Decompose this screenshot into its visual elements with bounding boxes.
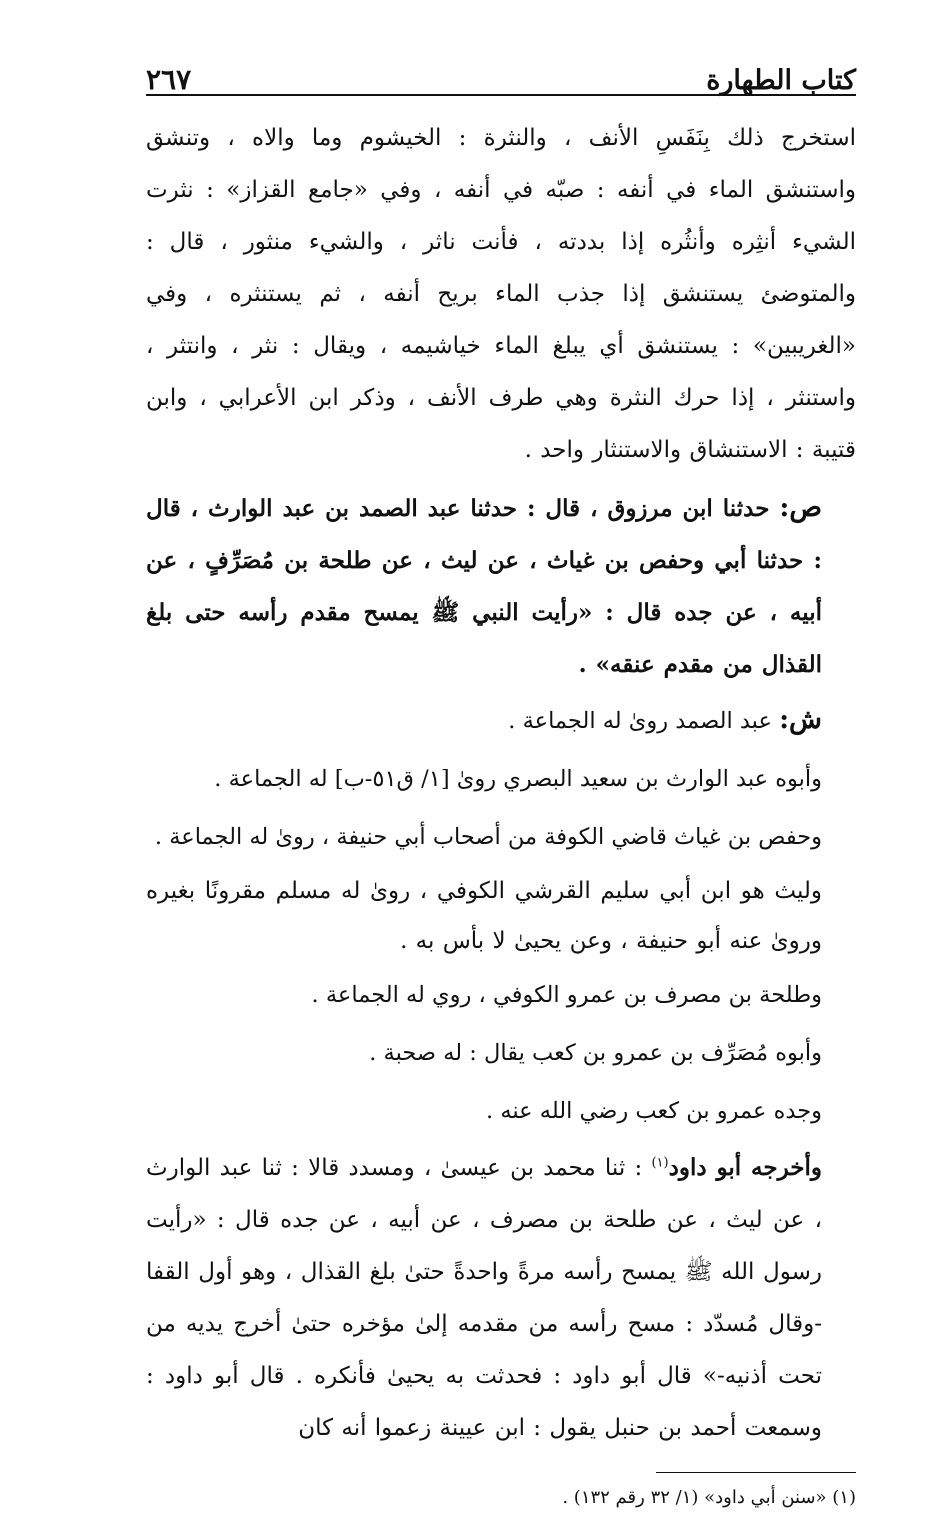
- takhrij-label: وأخرجه أبو داود: [668, 1154, 823, 1181]
- sharh-line: وجده عمرو بن كعب رضي الله عنه .: [486, 1098, 822, 1124]
- sharh-line: وحفص بن غياث قاضي الكوفة من أصحاب أبي حنيفة ، روىٰ له الجماعة .: [154, 824, 822, 850]
- matn-paragraph: [146, 482, 856, 691]
- matn-text: حدثنا ابن مرزوق ، قال : حدثنا عبد الصمد بن عبد الوارث ، قال : حدثنا أبي وحفص بن غياث ، عن ليث ، عن طلحة بن مُصَرِّفٍ ، عن أبيه ، عن جده قال : «رأيت النبي ﷺ يمسح مقدم رأسه حتى بلغ القذال من مقدم عنقه» .: [146, 495, 822, 678]
- page-header: [146, 50, 856, 96]
- book-title: كتاب الطهارة: [706, 65, 856, 96]
- takhrij-paragraph: [146, 1142, 856, 1454]
- page-number: ٢٦٧: [146, 63, 192, 96]
- intro-paragraph: استخرج ذلك بِنَفَسِ الأنف ، والنثرة : الخيشوم وما والاه ، وتنشق واستنشق الماء في أنفه : صبّه في أنفه ، وفي «جامع القزاز» : نثرت الشيء أنثِره وأنثُره إذا بددته ، فأنت ناثر ، والشيء منثور ، قال : والمتوضئ يستنشق إذا جذب الماء بريح أنفه ، ثم يستنثره ، وفي «الغريبين» : يستنشق أي يبلغ الماء خياشيمه ، ويقال : نثر ، وانتثر ، واستنثر ، إذا حرك النثرة وهي طرف الأنف ، وذكر ابن الأعرابي ، وابن قتيبة : الاستنشاق والاستنثار واحد .: [146, 125, 856, 463]
- footnote-divider: [656, 1472, 856, 1473]
- footnote: (١) «سنن أبي داود» (١/ ٣٢ رقم ١٣٢) .: [562, 1487, 856, 1508]
- takhrij-text: : ثنا محمد بن عيسىٰ ، ومسدد قالا : ثنا عبد الوارث ، عن ليث ، عن طلحة بن مصرف ، عن أبيه ، عن جده قال : «رأيت رسول الله ﷺ يمسح رأسه مرةً واحدةً حتىٰ بلغ القذال ، وهو أول القفا -وقال مُسدّد : مسح رأسه من مقدمه إلىٰ مؤخره حتىٰ أخرج يديه من تحت أذنيه-» قال أبو داود : فحدثت به يحيىٰ فأنكره . قال أبو داود : وسمعت أحمد بن حنبل يقول : ابن عيينة زعموا أنه كان: [146, 1155, 822, 1441]
- footnote-marker[interactable]: (١): [651, 1155, 669, 1171]
- sharh-line: وأبوه مُصَرِّف بن عمرو بن كعب يقال : له صحبة .: [369, 1040, 822, 1066]
- sharh-line: وطلحة بن مصرف بن عمرو الكوفي ، روي له الجماعة .: [311, 982, 822, 1008]
- sharh-line: وليث هو ابن أبي سليم القرشي الكوفي ، روىٰ له مسلم مقرونًا بغيره وروىٰ عنه أبو حنيفة ، وعن يحيىٰ لا بأس به .: [146, 878, 822, 954]
- sharh-first-line: [146, 691, 856, 750]
- sharh-line: وأبوه عبد الوارث بن سعيد البصري روىٰ [١/ ق٥١-ب] له الجماعة .: [214, 766, 822, 792]
- sharh-first-text: عبد الصمد روىٰ له الجماعة .: [508, 708, 772, 734]
- matn-label: ص:: [779, 492, 822, 523]
- sharh-label: ش:: [779, 704, 822, 735]
